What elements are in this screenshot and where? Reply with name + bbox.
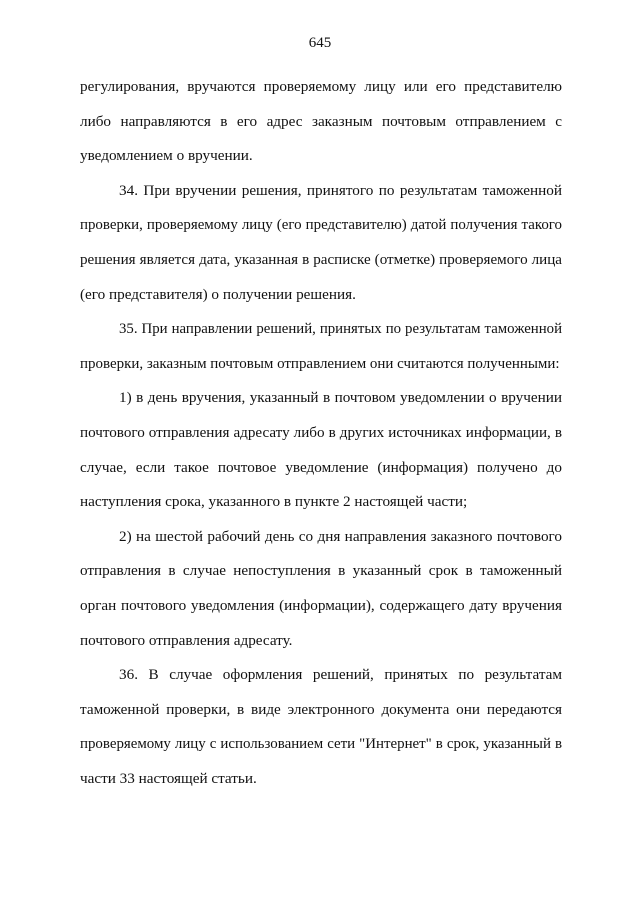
- paragraph-35: [80, 312, 562, 381]
- paragraph-35-item-1: [80, 381, 562, 519]
- text-line: либо направляются в его адрес заказным почтовым отправлением с: [80, 112, 562, 130]
- text-line: (его представителя) о получении решения.: [80, 285, 356, 303]
- text-line: наступления срока, указанного в пункте 2 настоящей части;: [80, 493, 468, 511]
- paragraph-35-item-2: [80, 520, 562, 658]
- text-line: отправления в случае непоступления в указанный срок в таможенный: [80, 562, 562, 580]
- text-line: орган почтового уведомления (информации), содержащего дату вручения: [80, 596, 562, 614]
- document-body: [80, 70, 562, 796]
- paragraph-34: [80, 174, 562, 312]
- text-line: проверки, заказным почтовым отправлением они считаются полученными:: [80, 355, 560, 372]
- text-line: почтового отправления адресату либо в других источниках информации, в: [80, 424, 562, 441]
- text-line: проверяемому лицу с использованием сети "Интернет" в срок, указанный в: [80, 736, 562, 753]
- text-line: 1) в день вручения, указанный в почтовом уведомлении о вручении: [119, 389, 562, 407]
- text-line: 36. В случае оформления решений, принятых по результатам: [119, 666, 562, 684]
- text-line: 2) на шестой рабочий день со дня направления заказного почтового: [119, 527, 562, 545]
- page-number: 645: [308, 35, 332, 51]
- text-line: 34. При вручении решения, принятого по результатам таможенной: [119, 181, 562, 199]
- text-line: случае, если такое почтовое уведомление (информация) получено до: [80, 458, 562, 476]
- text-line: части 33 настоящей статьи.: [80, 769, 257, 787]
- text-line: решения является дата, указанная в расписке (отметке) проверяемого лица: [80, 251, 562, 268]
- paragraph-36: [80, 658, 562, 796]
- text-line: 35. При направлении решений, принятых по результатам таможенной: [119, 321, 562, 338]
- text-line: таможенной проверки, в виде электронного документа они передаются: [80, 700, 562, 718]
- text-line: проверки, проверяемому лицу (его представителю) датой получения такого: [80, 217, 562, 234]
- paragraph-continuation: [80, 70, 562, 174]
- text-line: почтового отправления адресату.: [80, 631, 293, 649]
- text-line: уведомлением о вручении.: [80, 147, 253, 165]
- text-line: регулирования, вручаются проверяемому лицу или его представителю: [80, 78, 562, 95]
